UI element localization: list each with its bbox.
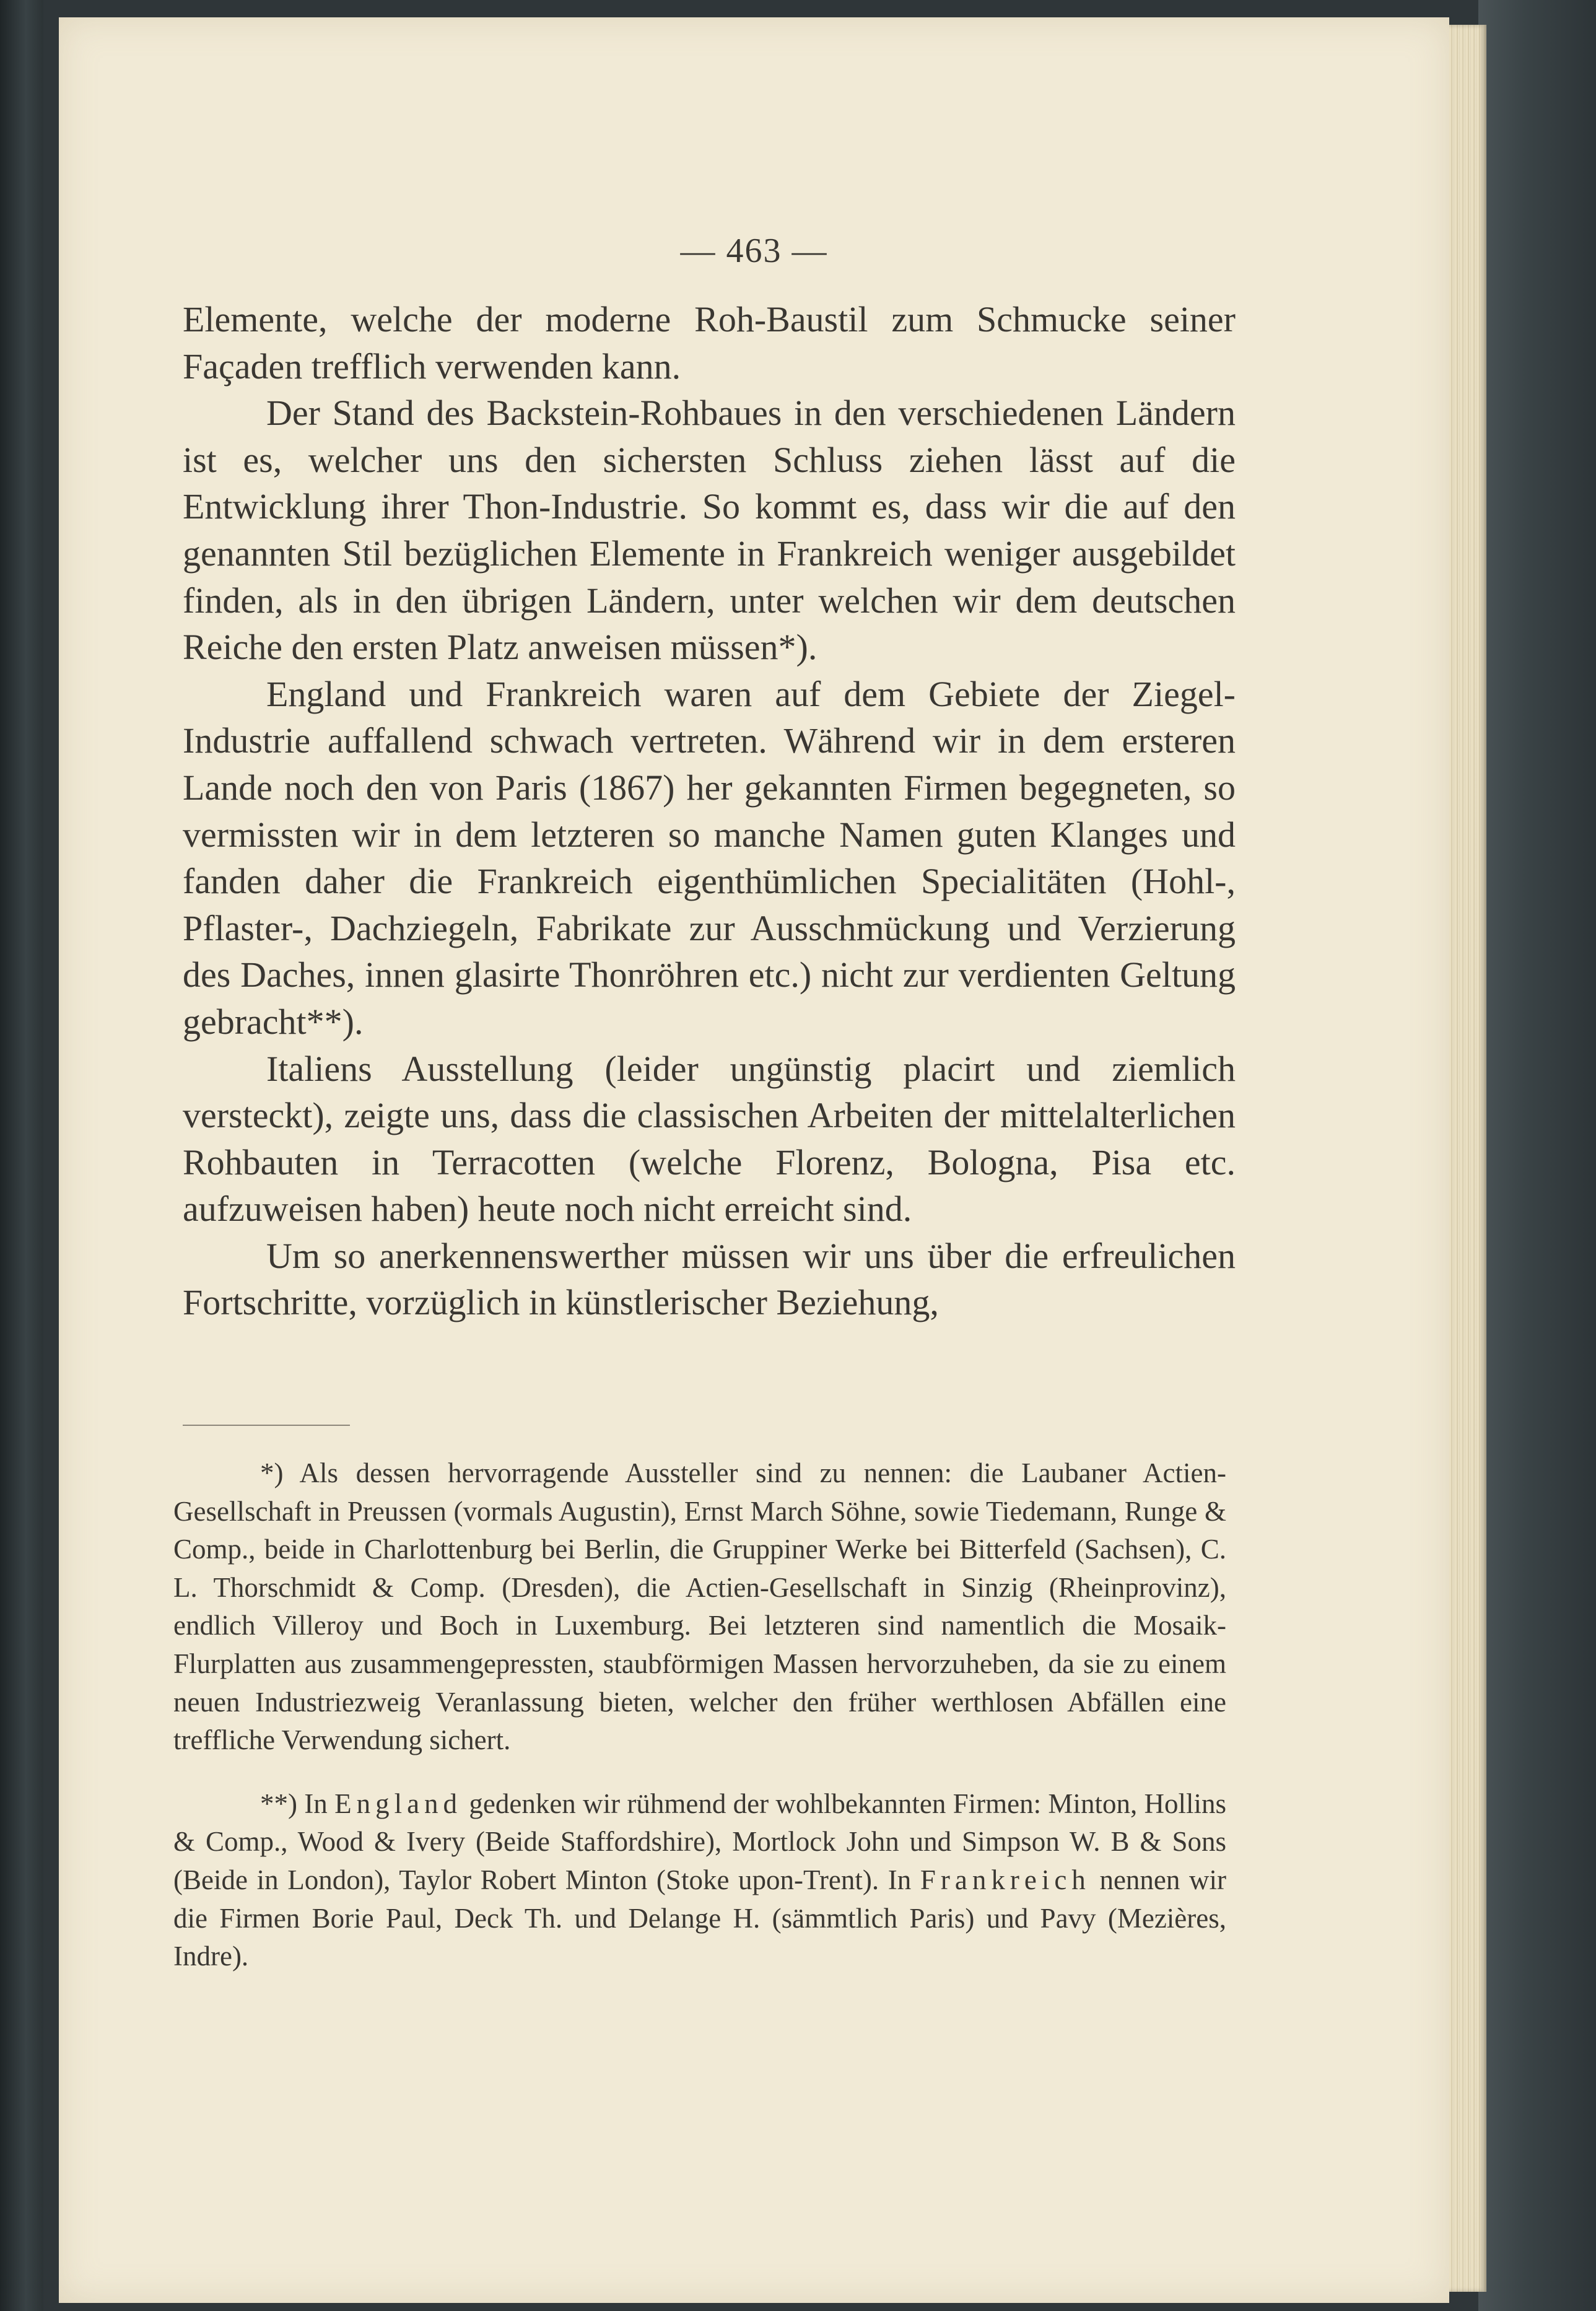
- page-edges: [1443, 25, 1486, 2292]
- footnote-2: [173, 1785, 1226, 1976]
- paragraph-2: Der Stand des Backstein-Rohbaues in den verschiedenen Ländern ist es, welcher uns den sichersten Schluss ziehen lässt auf die Entwicklung ihrer Thon-Industrie. So kommt es, dass wir die auf den genannten Stil bezüglichen Elemente in Frankreich weniger ausgebildet finden, als in den übrigen Ländern, unter welchen wir dem deutschen Reiche den ersten Platz anweisen müssen*).: [183, 393, 1236, 668]
- footnote-2-marker: **) In: [260, 1788, 328, 1819]
- footnote-1: *) Als dessen hervorragende Aussteller sind zu nennen: die Laubaner Actien-Gesellschaft in Preussen (vormals Augustin), Ernst March Söhne, sowie Tiedemann, Runge & Comp., beide in Charlottenburg bei Berlin, die Gruppiner Werke bei Bitterfeld (Sachsen), C. L. Thorschmidt & Comp. (Dresden), die Actien-Gesellschaft in Sinzig (Rheinprovinz), endlich Villeroy und Boch in Luxemburg. Bei letzteren sind namentlich die Mosaik-Flurplatten aus zusammengepressten, staubförmigen Massen hervorzuheben, da sie zu einem neuen Industriezweig Veranlassung bieten, welcher den früher werthlosen Abfällen eine treffliche Verwendung sichert.: [173, 1457, 1226, 1756]
- paragraph-5: Um so anerkennenswerther müssen wir uns über die erfreulichen Fortschritte, vorzüglich in künstlerischer Beziehung,: [183, 1235, 1236, 1323]
- footnote-2-text-b: nennen wir die Firmen Borie Paul, Deck Th. und Delange H. (sämmtlich Paris) und Pavy (Mezières, Indre).: [173, 1864, 1227, 1972]
- paragraph-1: Elemente, welche der moderne Roh-Baustil zum Schmucke seiner Façaden trefflich verwenden kann.: [183, 299, 1236, 387]
- footnote-2-frankreich: Frankreich: [920, 1864, 1091, 1895]
- paragraph-3: England und Frankreich waren auf dem Gebiete der Ziegel-Industrie auffallend schwach vertreten. Während wir in dem ersteren Lande noch den von Paris (1867) her gekannten Firmen begegneten, so vermissten wir in dem letzteren so manche Namen guten Klanges und fanden daher die Frankreich eigenthümlichen Specialitäten (Hohl-, Pflaster-, Dachziegeln, Fabrikate zur Ausschmückung und Verzierung des Daches, innen glasirte Thonröhren etc.) nicht zur verdienten Geltung gebracht**).: [183, 673, 1236, 1042]
- footnote-divider: [183, 1425, 350, 1426]
- book-cover-right-edge: [1478, 0, 1596, 2311]
- footnotes: [173, 1454, 1226, 1976]
- page-number: — 463 —: [680, 232, 828, 270]
- footnote-2-text-a: gedenken wir rühmend der wohlbekannten Firmen: Minton, Hollins & Comp., Wood & Ivery (Beide Staffordshire), Mortlock John und Simpson W. B & Sons (Beide in London), Taylor Robert Minton (Stoke upon-Trent). In: [173, 1788, 1227, 1895]
- book-cover-left-edge: [0, 0, 43, 2311]
- footnote-2-england: England: [334, 1788, 463, 1819]
- paragraph-4: Italiens Ausstellung (leider ungünstig placirt und ziemlich versteckt), zeigte uns, dass die classischen Arbeiten der mittelalterlichen Rohbauten in Terracotten (welche Florenz, Bologna, Pisa etc. aufzuweisen haben) heute noch nicht erreicht sind.: [183, 1048, 1236, 1230]
- body-text: [183, 296, 1236, 1326]
- book-page: [59, 17, 1449, 2303]
